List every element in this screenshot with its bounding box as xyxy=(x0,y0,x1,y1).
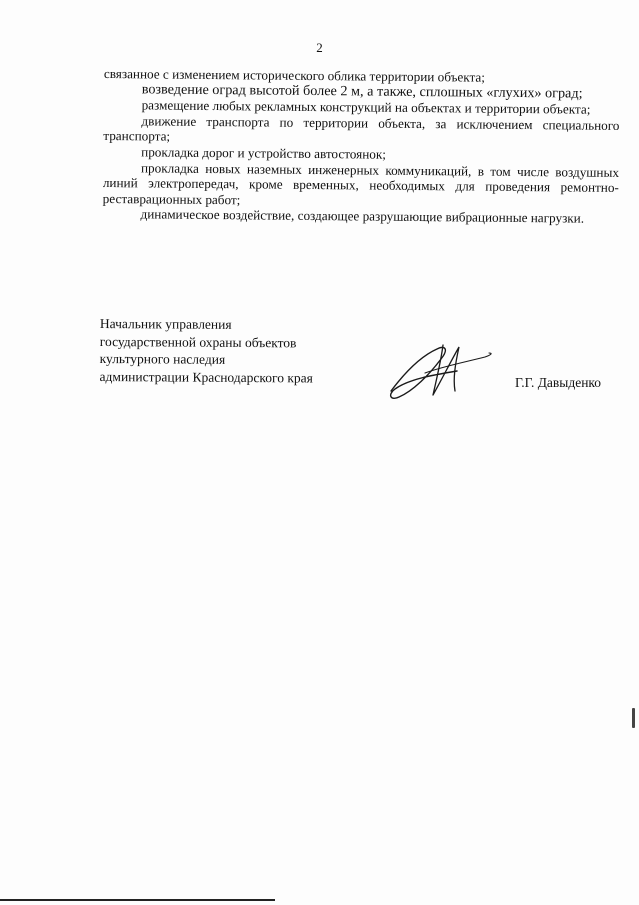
handwritten-signature xyxy=(385,335,497,405)
body-text xyxy=(103,66,620,227)
paragraph-continuation: связанное с изменением исторического облика территории объекта; xyxy=(103,66,486,85)
signatory-title xyxy=(100,315,360,387)
paragraph-communications: прокладка новых наземных инженерных коммуникаций, в том числе воздушных линий электропередач, кроме временных, необходимых для проведения ремонтно-реставрационных работ; xyxy=(102,159,620,208)
signer-name: Г.Г. Давыденко xyxy=(515,375,602,390)
paragraph-fences: возведение оград высотой более 2 м, а также, сплошных «глухих» оград; xyxy=(141,80,583,102)
signatory-title-line: культурного наследия xyxy=(99,350,226,367)
paragraph-transport: движение транспорта по территории объекта, за исключением специального транспорта; xyxy=(103,113,620,145)
signatory-title-line: администрации Краснодарского края xyxy=(99,368,313,385)
scan-edge-mark xyxy=(632,708,635,728)
page-number: 2 xyxy=(316,40,323,55)
signatory-title-line: Начальник управления xyxy=(99,315,232,332)
paragraph-roads: прокладка дорог и устройство автостоянок; xyxy=(141,144,387,162)
signatory-title-line: государственной охраны объектов xyxy=(99,333,297,350)
paragraph-dynamic-impact: динамическое воздействие, создающее разрушающие вибрационные нагрузки. xyxy=(140,206,585,226)
paragraph-advertising: размещение любых рекламных конструкций на объектах и территории объекта; xyxy=(141,97,591,117)
footer-rule xyxy=(0,899,275,901)
